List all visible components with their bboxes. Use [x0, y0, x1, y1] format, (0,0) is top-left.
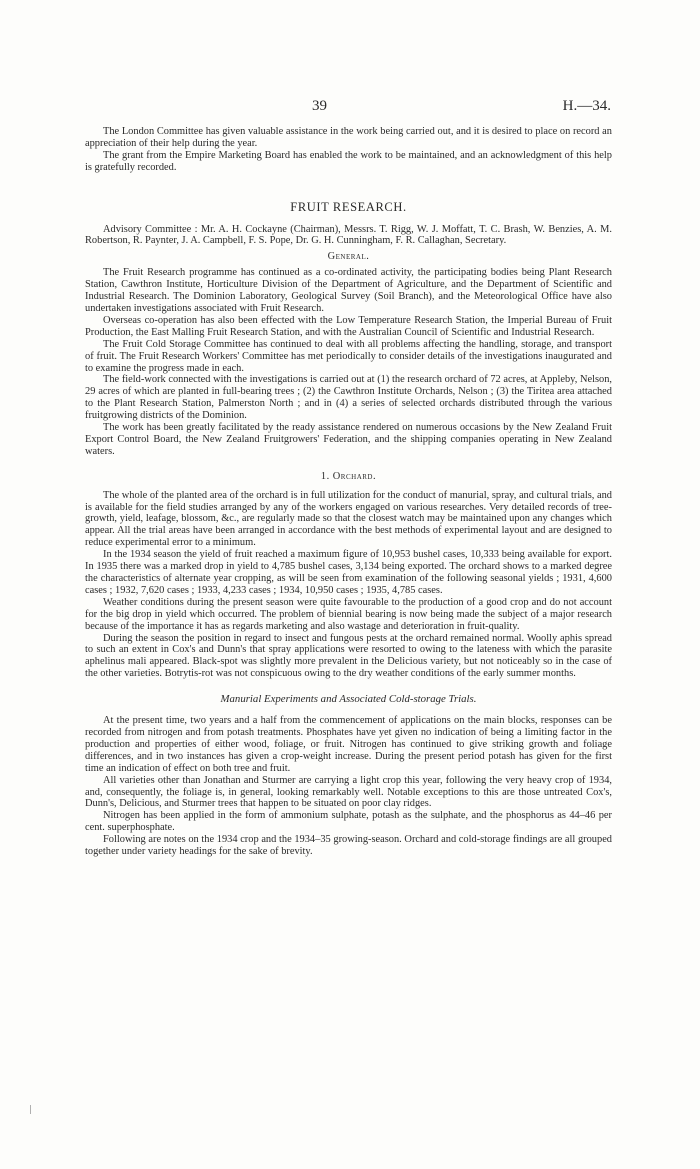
report-reference: H.—34.: [562, 98, 611, 114]
orchard-paragraph: Weather conditions during the present season were quite favourable to the production of a good crop and do not account for the big drop in yield which occurred. The problem of biennial bearing is now being made the subject of a major research because of the importance it has as regards marketing and also wastage and deterioration in fruit-quality.: [85, 596, 612, 632]
general-paragraph: Overseas co-operation has also been effected with the Low Temperature Research Station, the Imperial Bureau of Fruit Production, the East Malling Fruit Research Station, and with the Australian Council of Scientific and Industrial Research.: [85, 314, 612, 338]
general-paragraph: The field-work connected with the investigations is carried out at (1) the research orchard of 72 acres, at Appleby, Nelson, 29 acres of which are planted in full-bearing trees ; (2) the Cawthron Institute Orchards, Nelson ; (3) the Tiritea area attached to the Plant Research Station, Palmerston North ; and in (4) a series of selected orchards distributed through the various fruitgrowing districts of the Dominion.: [85, 374, 612, 422]
orchard-paragraph: In the 1934 season the yield of fruit reached a maximum figure of 10,953 bushel cases, 10,333 being available for export. In 1935 there was a marked drop in yield to 4,785 bushel cases, 3,134 being exported. The orchard shows to a marked degree the characteristics of alternate year cropping, as will be seen from examination of the following seasonal yields ; 1931, 4,600 cases ; 1932, 7,620 cases ; 1933, 4,233 cases ; 1934, 10,950 cases ; 1935, 4,785 cases.: [85, 549, 612, 596]
manurial-heading: Manurial Experiments and Associated Cold-storage Trials.: [220, 693, 477, 706]
general-paragraph: The work has been greatly facilitated by the ready assistance rendered on numerous occasions by the New Zealand Fruit Export Control Board, the New Zealand Fruitgrowers' Federation, and the shipping companies operating in New Zealand waters.: [85, 422, 612, 457]
manurial-paragraph: At the present time, two years and a half from the commencement of applications on the main blocks, responses can be recorded from nitrogen and from potash treatments. Phosphates have yet given no indication of being a limiting factor in the production and properties of either wood, foliage, or fruit. Nitrogen has continued to give striking growth and foliage differences, and in two instances has given a crop-weight increase. During the present period potash has given for the first time an indication of effect on both tree and fruit.: [85, 715, 612, 774]
page-header: [0, 98, 700, 118]
general-paragraph: The Fruit Cold Storage Committee has continued to deal with all problems affecting the handling, storage, and transport of fruit. The Fruit Research Workers' Committee has met periodically to consider details of the investigations inaugurated and to examine the progress made in each.: [85, 338, 612, 374]
orchard-paragraph: During the season the position in regard to insect and fungous pests at the orchard remained normal. Woolly aphis spread to such an extent in Cox's and Dunn's that spray applications were resorted to owing to the lateness with which the parasite aphelinus mali appeared. Black-spot was slightly more prevalent in the Delicious variety, but not noticeably so in the case of the other varieties. Botrytis-rot was not conspicuous owing to the dry weather conditions of the early summer months.: [85, 632, 612, 680]
intro-paragraph: The grant from the Empire Marketing Board has enabled the work to be maintained, and an acknowledgment of this help is gratefully recorded.: [85, 149, 612, 173]
advisory-committee: Advisory Committee : Mr. A. H. Cockayne (Chairman), Messrs. T. Rigg, W. J. Moffatt, T. C. Brash, W. Benzies, A. M. Robertson, R. Paynter, J. A. Campbell, F. S. Pope, Dr. G. H. Cunningham, F. R. Callaghan, Secretary.: [85, 223, 612, 247]
orchard-paragraph: The whole of the planted area of the orchard is in full utilization for the conduct of manurial, spray, and cultural trials, and is available for the field studies arranged by any of the workers engaged on various researches. Very detailed records of tree-growth, yield, leafage, blossom, &c., are regularly made so that the closest watch may be maintained upon any changes which appear. All the trial areas have been arranged in accordance with the best methods of experimental layout and are designed to reduce experimental error to a minimum.: [85, 489, 612, 549]
intro-paragraph: The London Committee has given valuable assistance in the work being carried out, and it is desired to place on record an appreciation of their help during the year.: [85, 126, 612, 149]
page-number: 39: [312, 98, 327, 114]
section-title: FRUIT RESEARCH.: [290, 199, 407, 214]
manurial-paragraph: Nitrogen has been applied in the form of ammonium sulphate, potash as the sulphate, and the phosphorus as 44–46 per cent. superphosphate.: [85, 810, 612, 834]
general-paragraph: The Fruit Research programme has continued as a co-ordinated activity, the participating bodies being Plant Research Station, Cawthron Institute, Horticulture Division of the Department of Agriculture, and the Department of Scientific and Industrial Research. The Dominion Laboratory, Geological Survey (Soil Branch), and the Meteorological Office have also undertaken investigations associated with Fruit Research.: [85, 267, 612, 314]
general-heading: General.: [327, 251, 370, 263]
page-body: [85, 126, 612, 858]
manurial-paragraph: All varieties other than Jonathan and Sturmer are carrying a light crop this year, following the very heavy crop of 1934, and, consequently, the foliage is, in general, looking remarkably well. Notable exceptions to this are those untreated Cox's, Dunn's, Delicious, and Sturmer trees that happen to be situated on poor clay ridges.: [85, 774, 612, 810]
manurial-paragraph: Following are notes on the 1934 crop and the 1934–35 growing-season. Orchard and cold-storage findings are all grouped together under variety headings for the sake of brevity.: [85, 834, 612, 858]
margin-mark: [30, 1105, 31, 1114]
orchard-heading: 1. Orchard.: [320, 470, 377, 482]
